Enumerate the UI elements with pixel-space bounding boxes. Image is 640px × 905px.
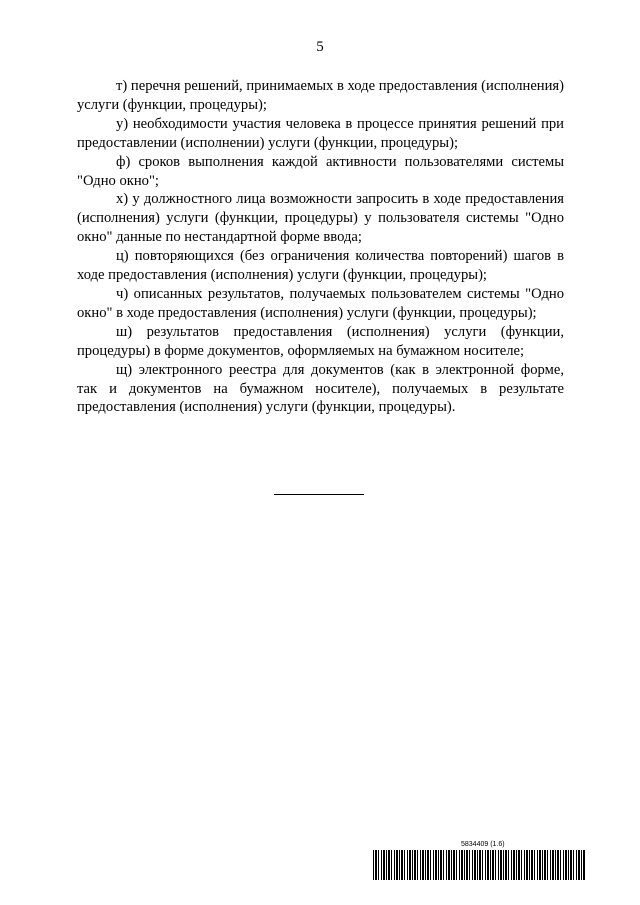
page-number: 5	[316, 39, 324, 55]
barcode-icon	[373, 850, 585, 880]
list-item: ф) сроков выполнения каждой активности пользователями системы "Одно окно";	[77, 153, 564, 189]
barcode-text: 5834409 (1.6)	[461, 841, 505, 848]
list-item: ц) повторяющихся (без ограничения количества повторений) шагов в ходе предоставления (исполнения) услуги (функции, процедуры);	[77, 248, 564, 284]
document-body	[77, 77, 564, 417]
list-item: у) необходимости участия человека в процессе принятия решений при предоставлении (исполнении) услуги (функции, процедуры);	[77, 115, 564, 151]
list-item: х) у должностного лица возможности запросить в ходе предоставления (исполнения) услуги (функции, процедуры) у пользователя системы "Одно окно" данные по нестандартной форме ввода;	[77, 191, 564, 246]
document-barcode	[373, 841, 585, 883]
list-item: т) перечня решений, принимаемых в ходе предоставления (исполнения) услуги (функции, процедуры);	[77, 78, 564, 113]
end-divider	[274, 494, 364, 495]
list-item: щ) электронного реестра для документов (как в электронной форме, так и документов на бумажном носителе), получаемых в результате предоставления (исполнения) услуги (функции, процедуры).	[77, 361, 564, 416]
list-item: ш) результатов предоставления (исполнения) услуги (функции, процедуры) в форме документов, оформляемых на бумажном носителе;	[77, 323, 564, 359]
list-item: ч) описанных результатов, получаемых пользователем системы "Одно окно" в ходе предоставления (исполнения) услуги (функции, процедуры);	[77, 285, 564, 321]
